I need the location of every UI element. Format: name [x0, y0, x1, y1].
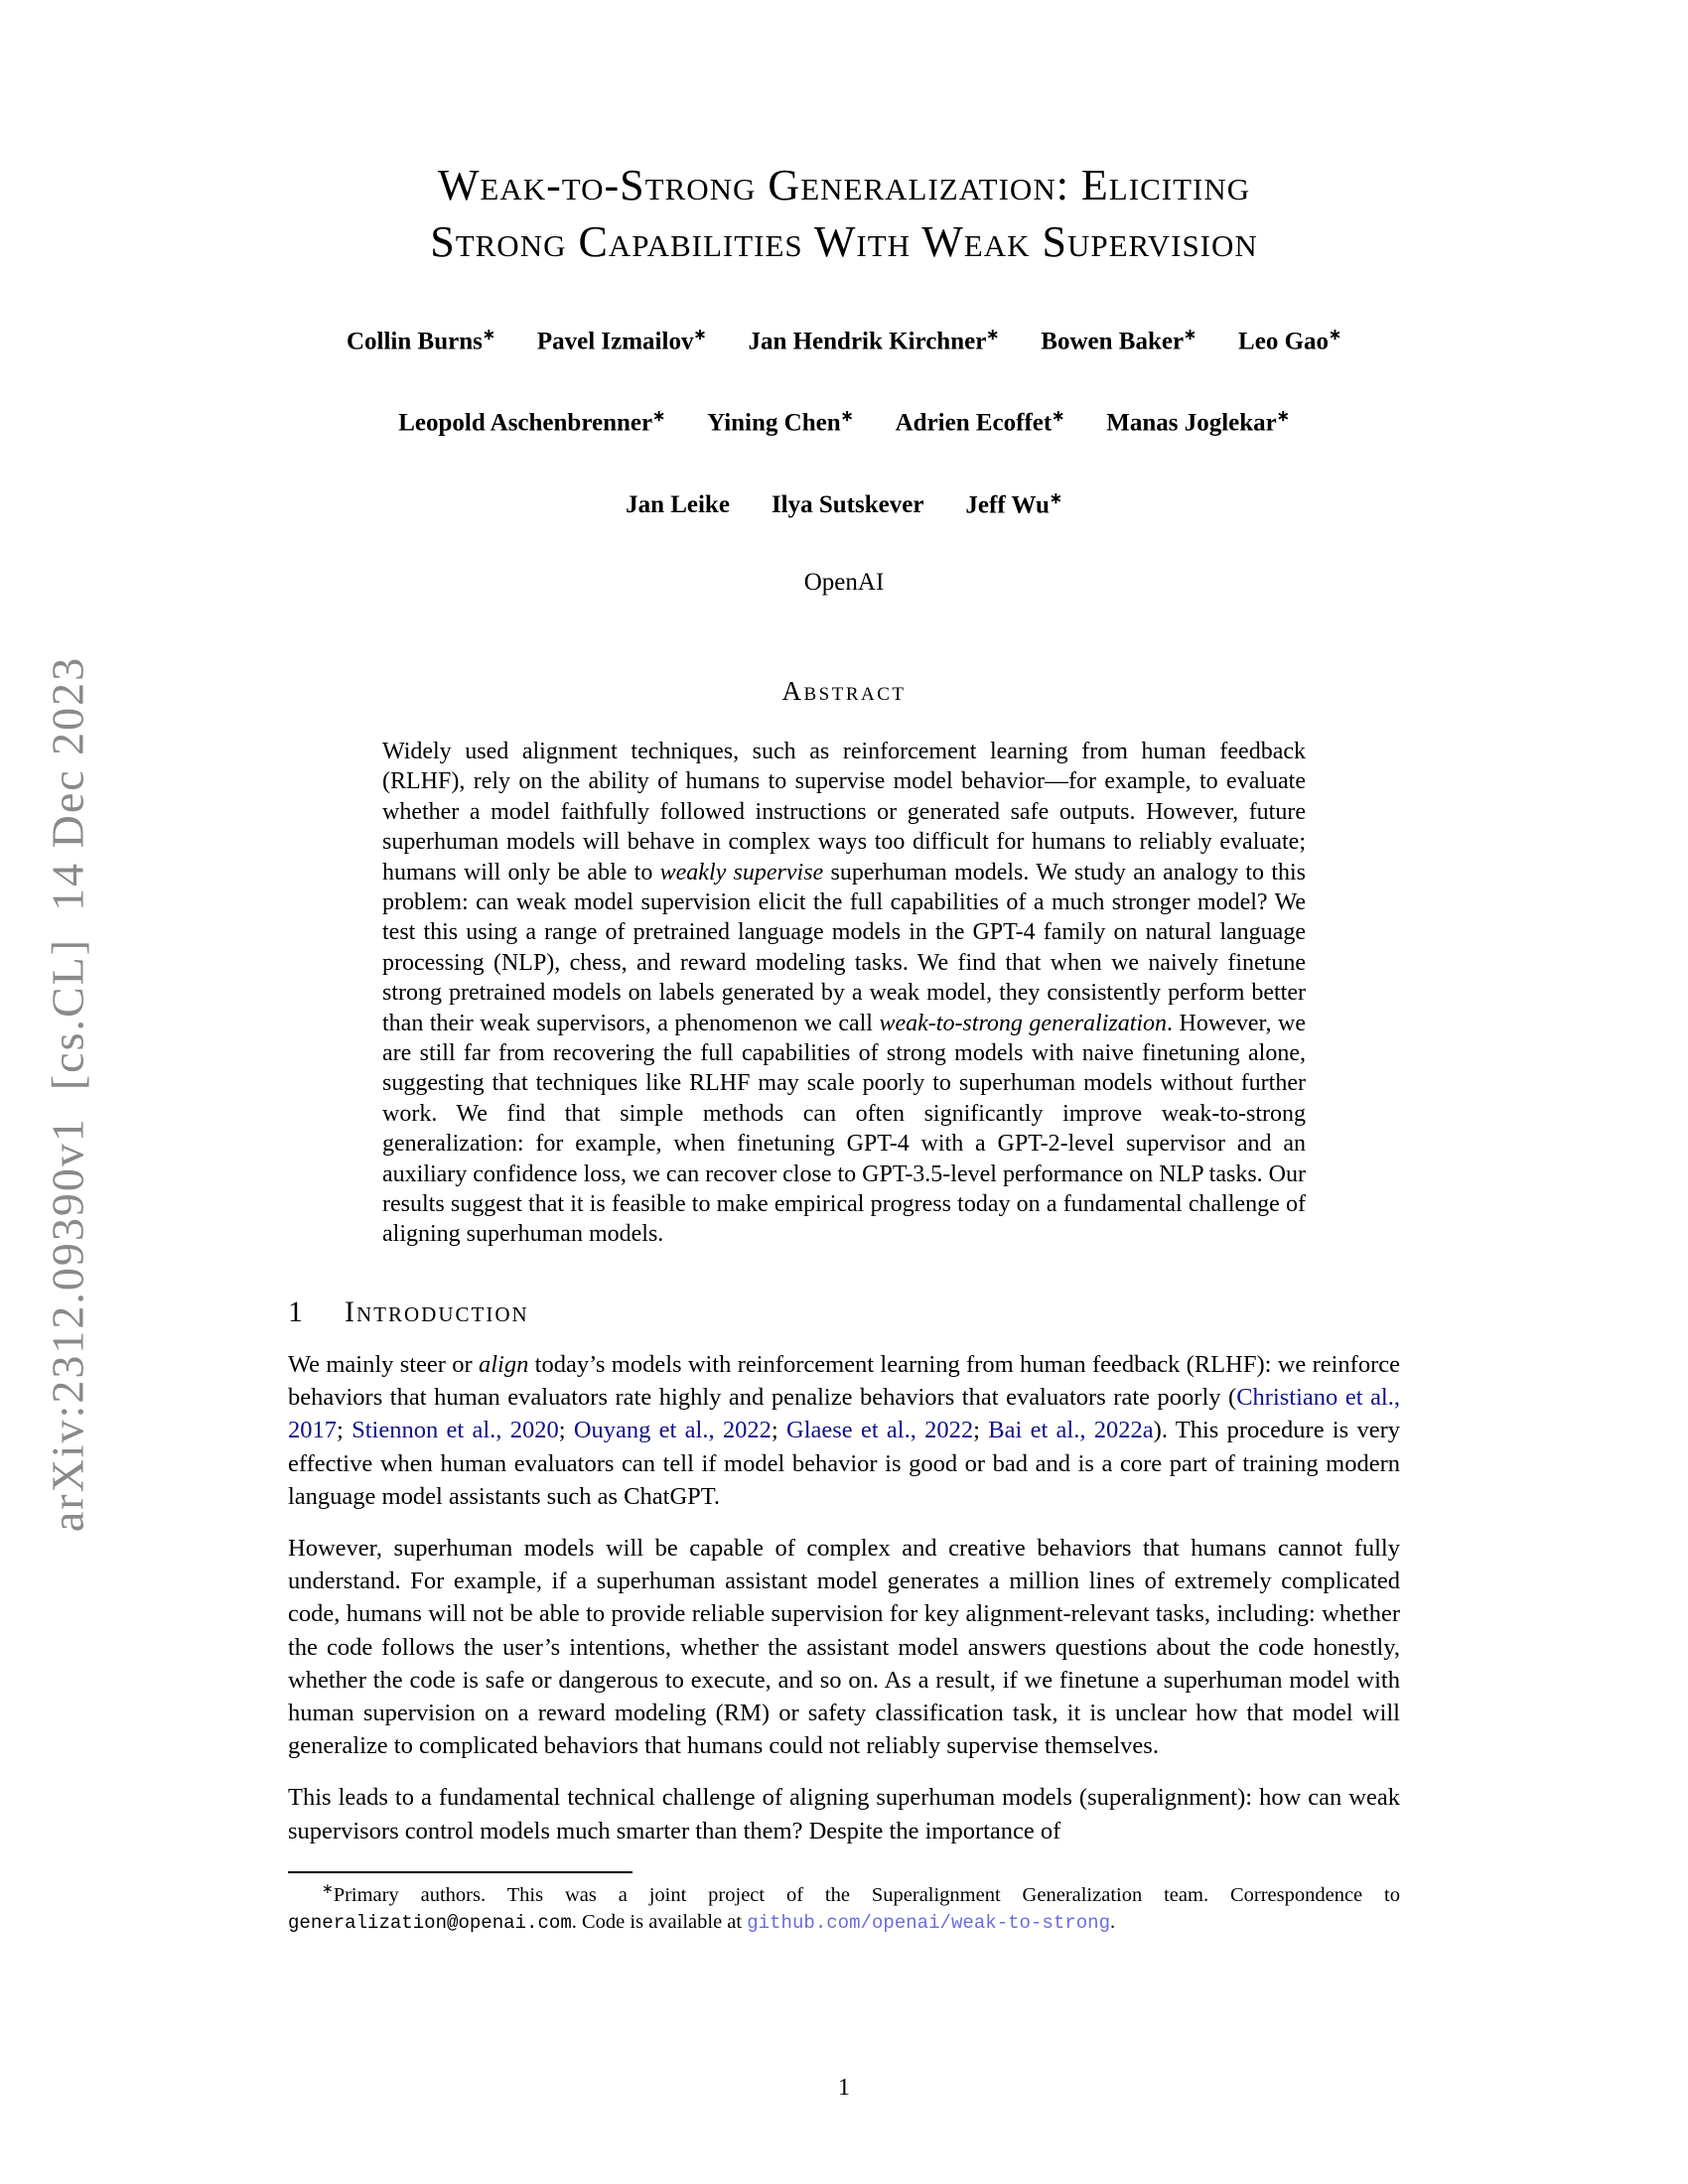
- section-heading-introduction: [288, 1296, 1400, 1329]
- author-name: Adrien Ecoffet∗: [895, 408, 1065, 437]
- author-star-mark: ∗: [840, 408, 854, 426]
- authors-row-2: [288, 403, 1400, 437]
- text-segment: ;: [973, 1417, 989, 1444]
- paper-content: [288, 0, 1401, 2101]
- author-name: Jan Leike: [626, 490, 730, 518]
- text-segment: We mainly steer or: [288, 1350, 479, 1378]
- text-segment: This leads to a fundamental technical challenge of aligning superhuman models (superalignment): how can weak supervisors control models much smarter than them? Despite the importance of: [288, 1784, 1400, 1844]
- author-star-mark: ∗: [1329, 327, 1342, 343]
- abstract-heading: Abstract: [781, 675, 907, 706]
- abstract-body: [382, 737, 1306, 1250]
- text-segment: ;: [771, 1417, 786, 1444]
- intro-paragraph-1: [288, 1348, 1400, 1513]
- authors-row-1: [288, 322, 1400, 355]
- text-segment: .: [1110, 1911, 1116, 1934]
- citation-link[interactable]: Bai et al., 2022a: [988, 1417, 1154, 1444]
- text-segment: ). This procedure is very effective when human evaluators can tell if model behavior is good or bad and is a core part of training modern language model assistants such as ChatGPT.: [288, 1417, 1401, 1510]
- authors-row-3: [288, 485, 1400, 519]
- section-title: Introduction: [345, 1295, 529, 1328]
- author-name: Jeff Wu∗: [965, 489, 1062, 518]
- citation-link[interactable]: Christiano et al., 2017: [288, 1384, 1400, 1444]
- footnote-rule: [288, 1871, 633, 1873]
- citation-link[interactable]: Ouyang et al., 2022: [573, 1417, 772, 1444]
- footnote: [288, 1882, 1400, 1938]
- code-repo-link[interactable]: github.com/openai/weak-to-strong: [747, 1912, 1110, 1935]
- text-segment: . Code is available at: [571, 1911, 748, 1934]
- text-segment: Widely used alignment techniques, such as reinforcement learning from human feedback (RLHF), rely on the ability of humans to supervise model behavior—for example, to evaluate whether a model faithfully followed instructions or generated safe outputs. However, future superhuman models will behave in complex ways too difficult for humans to reliably evaluate; humans will only be able to: [382, 738, 1306, 886]
- intro-paragraph-2: [288, 1532, 1400, 1762]
- author-star-mark: ∗: [1049, 489, 1062, 507]
- paper-title-line-1: Weak-to-Strong Generalization: Eliciting: [437, 161, 1251, 209]
- text-segment: ;: [337, 1417, 352, 1444]
- page-number: 1: [838, 2075, 850, 2101]
- text-segment: align: [479, 1350, 529, 1378]
- paper-title: [288, 157, 1400, 270]
- citation-link[interactable]: Stiennon et al., 2020: [352, 1417, 559, 1444]
- author-name: Yining Chen∗: [707, 408, 854, 437]
- paper-title-line-2: Strong Capabilities With Weak Supervision: [430, 217, 1258, 266]
- text-segment: weakly supervise: [659, 859, 824, 886]
- author-name: Leopold Aschenbrenner∗: [398, 408, 666, 437]
- author-star-mark: ∗: [1052, 408, 1065, 426]
- text-segment: ;: [558, 1417, 574, 1444]
- text-segment: . However, we are still far from recovering the full capabilities of strong models with naive finetuning alone, suggesting that techniques like RLHF may scale poorly to superhuman models without further work. We find that simple methods can often significantly improve weak-to-strong generalization: for example, when finetuning GPT-4 with a GPT-2-level supervisor and an auxiliary confidence loss, we can recover close to GPT-3.5-level performance on NLP tasks. Our results suggest that it is feasible to make empirical progress today on a fundamental challenge of aligning superhuman models.: [382, 1010, 1307, 1248]
- author-name: Bowen Baker∗: [1041, 327, 1197, 355]
- author-name: Leo Gao∗: [1238, 327, 1342, 355]
- author-star-mark: ∗: [986, 327, 1000, 343]
- text-segment: today’s models with reinforcement learning from human feedback (RLHF): we reinforce behaviors that human evaluators rate highly and penalize behaviors that evaluators rate poorly (: [288, 1350, 1401, 1412]
- author-star-mark: ∗: [1184, 327, 1197, 343]
- text-segment: superhuman models. We study an analogy to this problem: can weak model supervision elicit the full capabilities of a much stronger model? We test this using a range of pretrained language models in the GPT-4 family on natural language processing (NLP), chess, and reward modeling tasks. We find that when we naively finetune strong pretrained models on labels generated by a weak model, they consistently perform better than their weak supervisors, a phenomenon we call: [382, 859, 1306, 1036]
- text-segment: ∗: [322, 1881, 334, 1897]
- intro-paragraph-3: [288, 1781, 1400, 1846]
- author-star-mark: ∗: [693, 327, 707, 343]
- author-star-mark: ∗: [482, 327, 495, 343]
- author-star-mark: ∗: [652, 408, 666, 426]
- text-segment: generalization@openai.com: [288, 1912, 572, 1935]
- citation-link[interactable]: Glaese et al., 2022: [786, 1417, 974, 1444]
- author-name: Ilya Sutskever: [771, 490, 924, 518]
- text-segment: However, superhuman models will be capable of complex and creative behaviors that humans cannot fully understand. For example, if a superhuman assistant model generates a million lines of extremely complicated code, humans will not be able to provide reliable supervision for key alignment-relevant tasks, including: whether the code follows the user’s intentions, whether the assistant model answers questions about the code honestly, whether the code is safe or dangerous to execute, and so on. As a result, if we finetune a superhuman model with human supervision on a reward modeling (RM) or safety classification task, it is unclear how that model will generalize to complicated behaviors that humans could not reliably supervise themselves.: [288, 1534, 1400, 1760]
- section-number: 1: [288, 1295, 303, 1328]
- author-name: Jan Hendrik Kirchner∗: [748, 327, 1000, 355]
- arxiv-watermark: arXiv:2312.09390v1 [cs.CL] 14 Dec 2023: [42, 655, 93, 1533]
- author-name: Manas Joglekar∗: [1106, 408, 1290, 437]
- author-name: Collin Burns∗: [346, 327, 495, 355]
- affiliation: OpenAI: [803, 568, 885, 596]
- author-name: Pavel Izmailov∗: [536, 327, 707, 355]
- author-star-mark: ∗: [1276, 408, 1290, 426]
- text-segment: Primary authors. This was a joint project of the Superalignment Generalization team. Correspondence to: [333, 1883, 1400, 1906]
- text-segment: weak-to-strong generalization: [879, 1010, 1168, 1036]
